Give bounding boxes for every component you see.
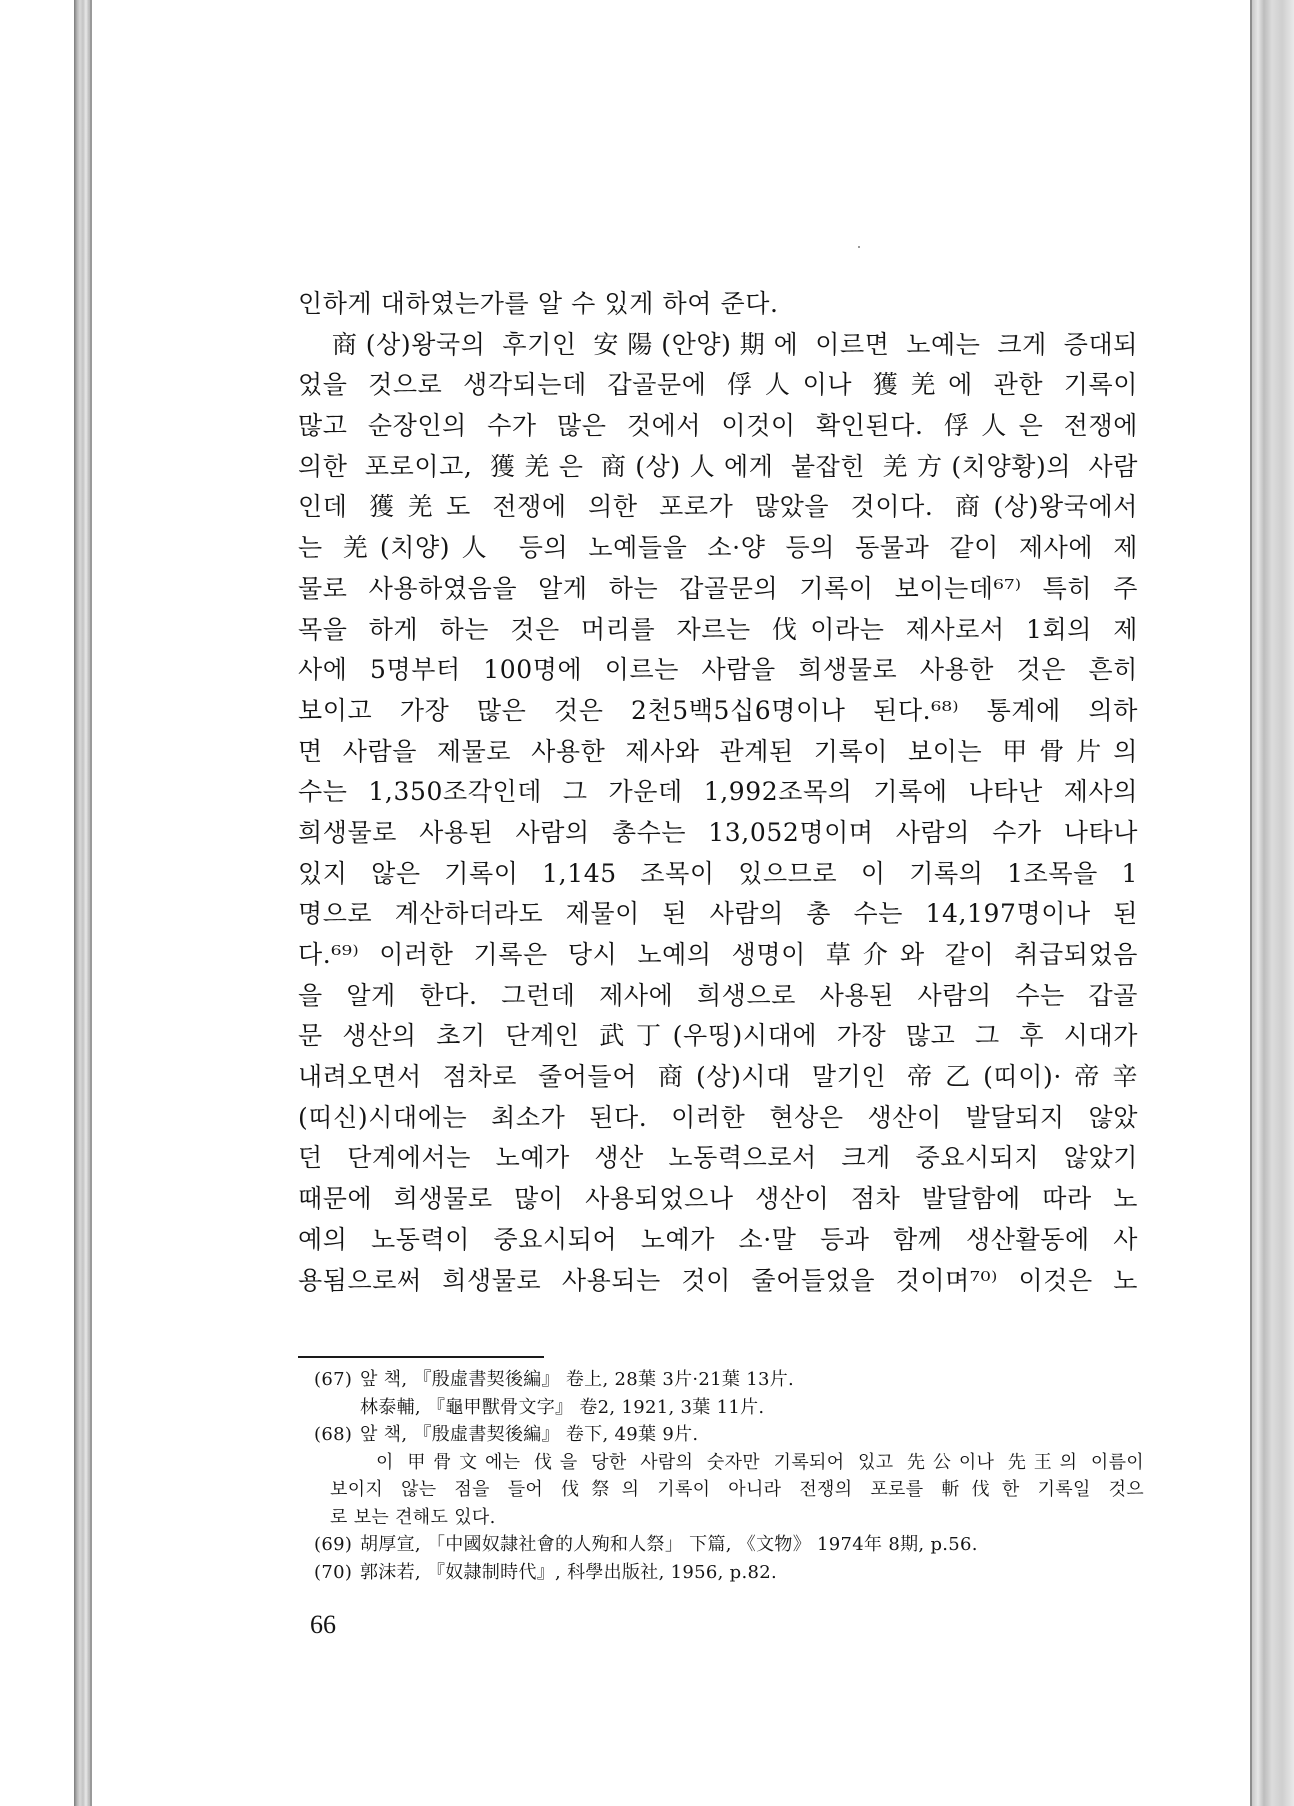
body-line: 사에 5명부터 100명에 이르는 사람을 희생물로 사용한 것은 흔히 bbox=[298, 655, 1138, 685]
footnote-text: 郭沫若, 『奴隷制時代』, 科學出版社, 1956, p.82. bbox=[360, 1561, 778, 1583]
footnotes bbox=[314, 1366, 1144, 1586]
body-line: 었을 것으로 생각되는데 갑골문에 俘人이나 獲羌에 관한 기록이 bbox=[298, 370, 1138, 400]
footnote-70 bbox=[314, 1559, 1144, 1587]
footnote-text: 胡厚宣, 「中國奴隷社會的人殉和人祭」 下篇, 《文物》 1974年 8期, p.56. bbox=[360, 1534, 978, 1555]
body-line: 면 사람을 제물로 사용한 제사와 관계된 기록이 보이는 甲骨片의 bbox=[298, 736, 1138, 766]
body-line: 는 羌(치양)人 등의 노예들을 소·양 등의 동물과 같이 제사에 제 bbox=[298, 533, 1138, 563]
footnote-67-continuation: 林泰輔, 『龜甲獸骨文字』 卷2, 1921, 3葉 11片. bbox=[360, 1396, 765, 1418]
footnote-text: 앞 책, 『殷虛書契後編』 卷下, 49葉 9片. bbox=[360, 1424, 699, 1445]
body-line: 예의 노동력이 중요시되어 노예가 소·말 등과 함께 생산활동에 사 bbox=[298, 1224, 1138, 1254]
body-line: 인하게 대하였는가를 알 수 있게 하여 준다. bbox=[298, 289, 779, 318]
page-number: 66 bbox=[310, 1610, 336, 1639]
footnote-68-note: 로 보는 견해도 있다. bbox=[330, 1506, 496, 1528]
footnote-68-note: 이 甲骨文에는 伐을 당한 사람의 숫자만 기록되어 있고 先公이나 先王의 이름이 bbox=[376, 1451, 1144, 1473]
body-line: 인데 獲羌도 전쟁에 의한 포로가 많았을 것이다. 商(상)왕국에서 bbox=[298, 492, 1138, 522]
body-text bbox=[298, 284, 1138, 1301]
body-line: (띠신)시대에는 최소가 된다. 이러한 현상은 생산이 발달되지 않았 bbox=[298, 1102, 1138, 1132]
body-line: 물로 사용하였음을 알게 하는 갑골문의 기록이 보이는데⁶⁷⁾ 특히 주 bbox=[298, 573, 1138, 603]
body-line: 용됨으로써 희생물로 사용되는 것이 줄어들었을 것이며⁷⁰⁾ 이것은 노 bbox=[298, 1265, 1138, 1295]
body-line: 문 생산의 초기 단계인 武丁(우띵)시대에 가장 많고 그 후 시대가 bbox=[298, 1021, 1138, 1051]
footnote-number: (70) bbox=[314, 1561, 353, 1583]
body-line: 의한 포로이고, 獲羌은 商(상)人에게 붙잡힌 羌方(치양황)의 사람 bbox=[298, 451, 1138, 481]
page-stack-left-edge bbox=[74, 0, 90, 1806]
page-left-border bbox=[90, 0, 92, 1806]
footnote-69 bbox=[314, 1531, 1144, 1559]
body-line: 희생물로 사용된 사람의 총수는 13,052명이며 사람의 수가 나타나 bbox=[298, 817, 1138, 847]
body-line: 보이고 가장 많은 것은 2천5백5십6명이나 된다.⁶⁸⁾ 통계에 의하 bbox=[298, 695, 1138, 725]
body-line: 있지 않은 기록이 1,145 조목이 있으므로 이 기록의 1조목을 1 bbox=[298, 858, 1138, 888]
footnote-separator bbox=[298, 1356, 544, 1358]
footnote-number: (68) bbox=[314, 1424, 353, 1445]
footnote-67 bbox=[314, 1366, 1144, 1394]
body-line: 다.⁶⁹⁾ 이러한 기록은 당시 노예의 생명이 草介와 같이 취급되었음 bbox=[298, 940, 1138, 969]
page-stack-right-edge bbox=[1252, 0, 1294, 1806]
body-line: 명으로 계산하더라도 제물이 된 사람의 총 수는 14,197명이나 된 bbox=[298, 899, 1138, 929]
body-line: 내려오면서 점차로 줄어들어 商(상)시대 말기인 帝乙(띠이)·帝辛 bbox=[298, 1062, 1138, 1092]
footnote-number: (69) bbox=[314, 1534, 353, 1555]
body-line: 목을 하게 하는 것은 머리를 자르는 伐이라는 제사로서 1회의 제 bbox=[298, 614, 1138, 644]
footnote-68-note: 보이지 않는 점을 들어 伐祭의 기록이 아니라 전쟁의 포로를 斬伐한 기록일 것으 bbox=[330, 1479, 1144, 1500]
footnote-68 bbox=[314, 1421, 1144, 1449]
body-line: 던 단계에서는 노예가 생산 노동력으로서 크게 중요시되지 않았기 bbox=[298, 1143, 1138, 1173]
body-line: 을 알게 한다. 그런데 제사에 희생으로 사용된 사람의 수는 갑골 bbox=[298, 980, 1138, 1010]
print-speck bbox=[858, 246, 860, 248]
body-line: 많고 순장인의 수가 많은 것에서 이것이 확인된다. 俘人은 전쟁에 bbox=[298, 411, 1138, 441]
body-line: 수는 1,350조각인데 그 가운데 1,992조목의 기록에 나타난 제사의 bbox=[298, 777, 1138, 807]
body-line: 商(상)왕국의 후기인 安陽(안양)期에 이르면 노예는 크게 증대되 bbox=[298, 329, 1138, 359]
footnote-text: 앞 책, 『殷虛書契後編』 卷上, 28葉 3片·21葉 13片. bbox=[360, 1369, 795, 1390]
body-line: 때문에 희생물로 많이 사용되었으나 생산이 점차 발달함에 따라 노 bbox=[298, 1184, 1138, 1214]
footnote-number: (67) bbox=[314, 1369, 353, 1390]
